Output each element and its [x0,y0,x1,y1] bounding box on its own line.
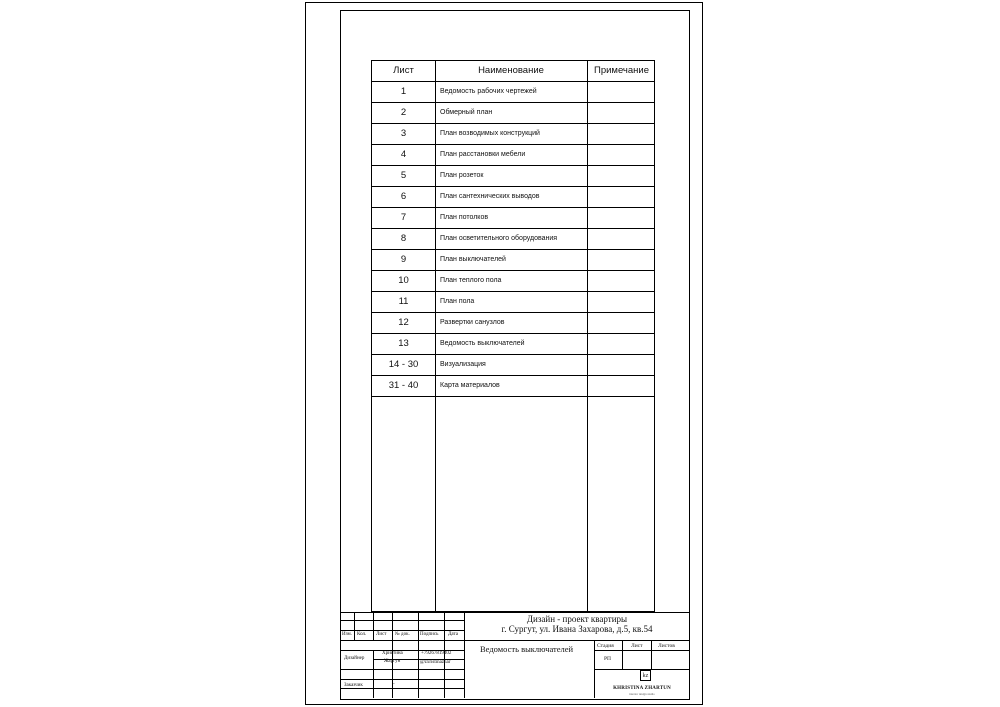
sheet-label: Лист [631,643,643,649]
row-name: Визуализация [440,361,486,368]
stamp-line [651,640,652,669]
stamp-line [340,688,464,689]
stamp-line [340,640,464,641]
table-row [372,166,654,187]
row-sheet: 1 [400,86,407,97]
col-list: Лист [376,632,387,637]
row-sheet: 13 [398,338,409,349]
sheet-index-table [371,60,655,612]
stamp-line [373,650,374,698]
row-name: План осветительного оборудования [440,235,558,242]
row-note [587,334,656,354]
row-note [587,187,656,207]
col-izm: Изм. [342,632,352,637]
row-sheet: 5 [400,170,407,181]
stamp-line [340,679,464,680]
header-sheet: Лист [393,65,414,76]
table-row [372,334,654,355]
sheet-title: Ведомость выключателей [480,644,574,654]
row-note [587,292,656,312]
row-name: План розеток [440,172,484,179]
row-sheet: 8 [400,233,407,244]
stamp-line [373,612,374,640]
row-name: Ведомость рабочих чертежей [440,88,537,95]
row-name: План сантехнических выводов [440,193,540,200]
table-row [372,271,654,292]
row-name: План выключателей [440,256,506,263]
col-kol: Кол. [357,632,367,637]
row-note [587,313,656,333]
row-note [587,376,656,396]
sheets-label: Листов [658,643,675,649]
row-sheet: 12 [398,317,409,328]
header-name: Наименование [478,65,544,76]
table-row [372,103,654,124]
row-note [587,124,656,144]
table-row [372,313,654,334]
row-sheet: 11 [398,296,409,307]
row-name: Ведомость выключателей [440,340,525,347]
company-logo-icon: kz [640,670,651,681]
row-name: Карта материалов [440,382,500,389]
row-sheet: 3 [400,128,407,139]
row-sheet: 4 [400,149,407,160]
row-name: План расстановки мебели [440,151,526,158]
col-ndoc: № док. [395,632,410,637]
designer-name-line2: Жаргун [384,659,401,664]
row-note [587,166,656,186]
header-note: Примечание [594,65,649,76]
designer-name-line1: Христина [382,651,403,656]
designer-label: Дизайнер [344,656,365,661]
table-row [372,187,654,208]
row-sheet: 6 [400,191,407,202]
row-note [587,103,656,123]
row-name: План возводимых конструкций [440,130,540,137]
table-row [372,292,654,313]
row-name: Обмерный план [440,109,493,116]
stamp-line [464,640,690,641]
project-address: г. Сургут, ул. Ивана Захарова, д.5, кв.54 [501,624,653,634]
row-name: План потолков [440,214,489,221]
row-sheet: 2 [400,107,407,118]
stamp-line [622,640,623,669]
table-header-row [372,61,654,82]
stage-value: РП [604,656,612,662]
stamp-line [340,669,464,670]
stamp-line [354,612,355,640]
table-row [372,229,654,250]
row-note [587,271,656,291]
row-note [587,145,656,165]
row-sheet: 10 [398,275,409,286]
row-note [587,208,656,228]
col-date: Дата [448,632,458,637]
stage-label: Стадия [597,643,614,649]
row-sheet: 14 - 30 [388,359,419,370]
table-row [372,376,654,397]
designer-phone: +79267819402 [421,651,452,656]
company-subtitle: interior design studio [629,692,655,696]
row-name: Развертки санузлов [440,319,505,326]
row-name: План пола [440,298,475,305]
stamp-line [340,630,464,631]
customer-label: Заказчик [344,683,363,688]
stamp-line [594,650,690,651]
col-podp: Подпись [420,632,439,637]
company-name: KHRISTINA ZHARTUN [613,686,671,691]
row-note [587,250,656,270]
table-row [372,355,654,376]
designer-instagram: @zxristinazhar [420,660,451,665]
row-name: План теплого пола [440,277,502,284]
row-note [587,229,656,249]
table-row [372,124,654,145]
table-row [372,145,654,166]
row-sheet: 31 - 40 [388,380,419,391]
table-row [372,82,654,103]
row-note [587,82,656,102]
stamp-line [340,620,464,621]
row-sheet: 7 [400,212,407,223]
table-row [372,208,654,229]
customer-value: - [393,682,395,687]
row-note [587,355,656,375]
stamp-line [418,612,419,698]
row-sheet: 9 [400,254,407,265]
project-title: Дизайн - проект квартиры [526,614,628,624]
table-row [372,250,654,271]
